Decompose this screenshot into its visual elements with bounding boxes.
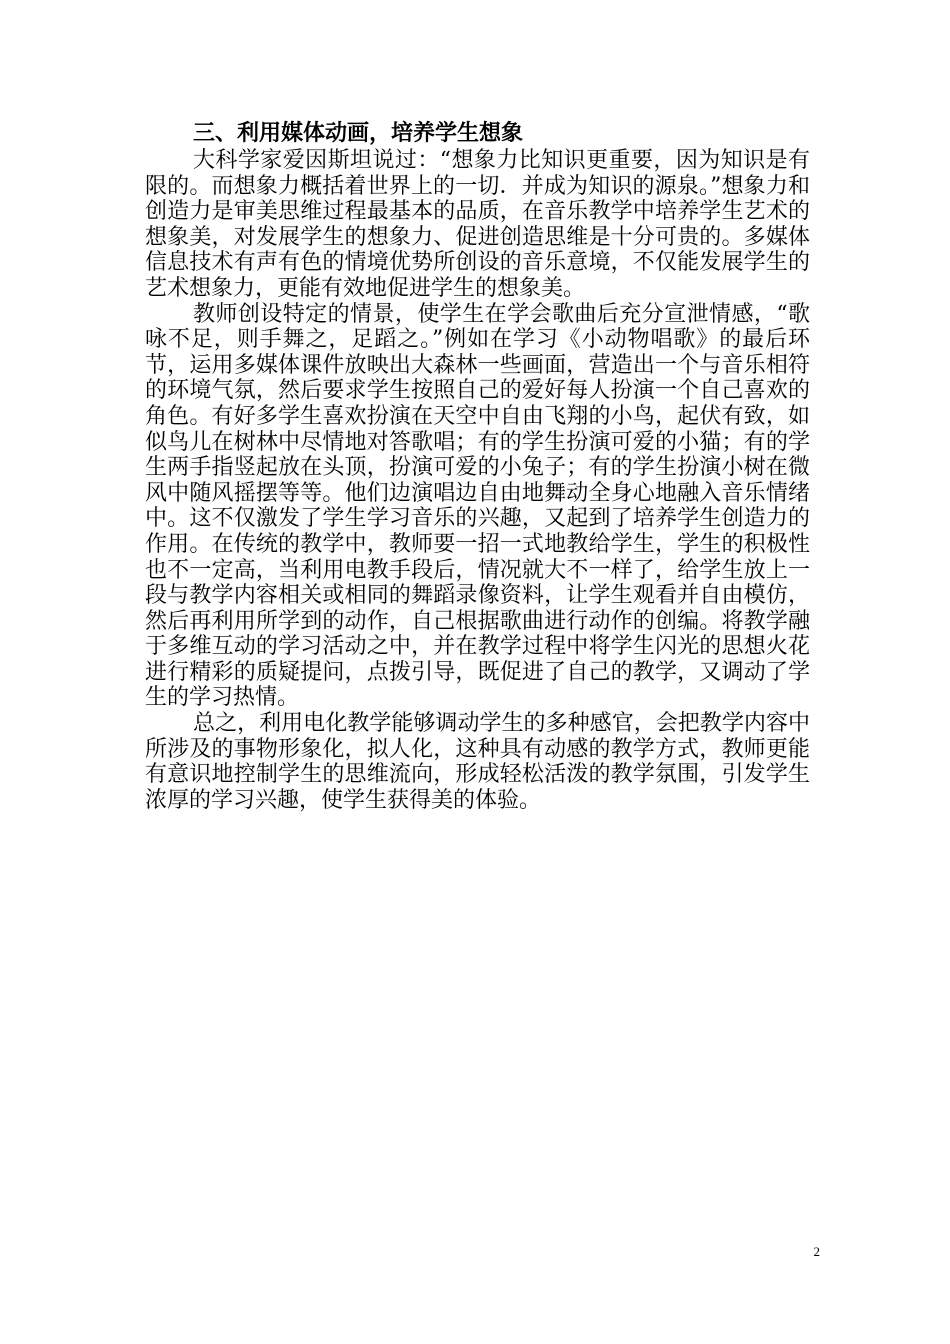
document-body — [145, 120, 810, 813]
section-heading: 三、利用媒体动画，培养学生想象 — [193, 121, 524, 146]
paragraph-imagination: 大科学家爱因斯坦说过：“想象力比知识更重要，因为知识是有限的。而想象力概括着世界上的一切．并成为知识的源泉。”想象力和创造力是审美思维过程最基本的品质，在音乐教学中培养学生艺术的想象美，对发展学生的想象力、促进创造思维是十分可贵的。多媒体信息技术有声有色的情境优势所创设的音乐意境，不仅能发展学生的艺术想象力，更能有效地促进学生的想象美。 — [145, 148, 810, 301]
paragraph-conclusion: 总之，利用电化教学能够调动学生的多种感官，会把教学内容中所涉及的事物形象化，拟人化，这种具有动感的教学方式，教师更能有意识地控制学生的思维流向，形成轻松活泼的教学氛围，引发学生浓厚的学习兴趣，使学生获得美的体验。 — [145, 711, 810, 813]
paragraph-teaching-example: 教师创设特定的情景，使学生在学会歌曲后充分宣泄情感，“歌咏不足，则手舞之，足蹈之。”例如在学习《小动物唱歌》的最后环节，运用多媒体课件放映出大森林一些画面，营造出一个与音乐相符的环境气氛，然后要求学生按照自己的爱好每人扮演一个自己喜欢的角色。有好多学生喜欢扮演在天空中自由飞翔的小鸟，起伏有致，如似鸟儿在树林中尽情地对答歌唱；有的学生扮演可爱的小猫；有的学生两手指竖起放在头顶，扮演可爱的小兔子；有的学生扮演小树在微风中随风摇摆等等。他们边演唱边自由地舞动全身心地融入音乐情绪中。这不仅激发了学生学习音乐的兴趣，又起到了培养学生创造力的作用。在传统的教学中，教师要一招一式地教给学生，学生的积极性也不一定高，当利用电教手段后，情况就大不一样了，给学生放上一段与教学内容相关或相同的舞蹈录像资料，让学生观看并自由模仿，然后再利用所学到的动作，自己根据歌曲进行动作的创编。将教学融于多维互动的学习活动之中，并在教学过程中将学生闪光的思想火花进行精彩的质疑提问，点拨引导，既促进了自己的教学，又调动了学生的学习热情。 — [145, 301, 810, 711]
page-number: 2 — [813, 1244, 820, 1259]
